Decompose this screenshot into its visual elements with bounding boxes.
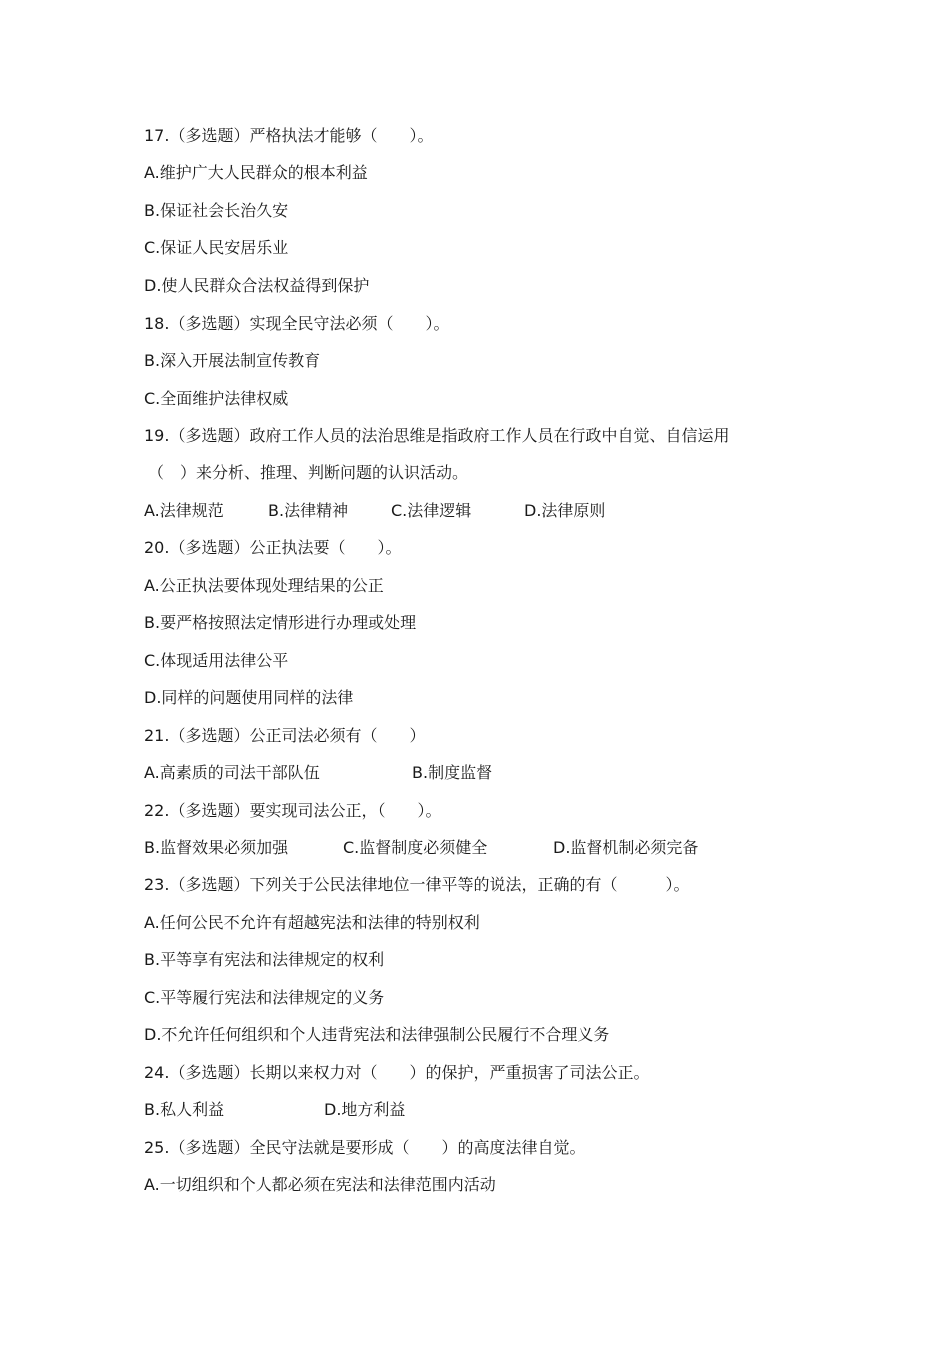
question-19-stem-continued: （ ）来分析、推理、判断问题的认识活动。	[148, 463, 469, 482]
question-18-stem: 18.（多选题）实现全民守法必须（ ）。	[144, 314, 450, 333]
question-23-option-a: A.任何公民不允许有超越宪法和法律的特别权利	[144, 913, 480, 932]
question-20-option-a: A.公正执法要体现处理结果的公正	[144, 576, 384, 595]
question-22-stem: 22.（多选题）要实现司法公正，（ ）。	[144, 801, 442, 820]
question-21-option-b: B.制度监督	[412, 763, 493, 782]
question-21-option-a: A.高素质的司法干部队伍	[144, 763, 320, 782]
question-20-option-c: C.体现适用法律公平	[144, 651, 289, 670]
question-25-option-a: A.一切组织和个人都必须在宪法和法律范围内活动	[144, 1175, 496, 1194]
question-22-option-b: B.监督效果必须加强	[144, 838, 289, 857]
question-22-option-c: C.监督制度必须健全	[343, 838, 488, 857]
question-21-stem: 21.（多选题）公正司法必须有（ ）	[144, 726, 426, 745]
question-24-stem: 24.（多选题）长期以来权力对（ ）的保护，严重损害了司法公正。	[144, 1063, 650, 1082]
question-20-stem: 20.（多选题）公正执法要（ ）。	[144, 538, 402, 557]
question-23-option-c: C.平等履行宪法和法律规定的义务	[144, 988, 385, 1007]
question-19-option-a: A.法律规范	[144, 501, 224, 520]
question-24-option-b: B.私人利益	[144, 1100, 225, 1119]
question-17-option-b: B.保证社会长治久安	[144, 201, 289, 220]
question-18-option-b: B.深入开展法制宣传教育	[144, 351, 321, 370]
question-17-stem: 17.（多选题）严格执法才能够（ ）。	[144, 126, 434, 145]
question-23-option-d: D.不允许任何组织和个人违背宪法和法律强制公民履行不合理义务	[144, 1025, 610, 1044]
question-22-option-d: D.监督机制必须完备	[553, 838, 699, 857]
question-23-option-b: B.平等享有宪法和法律规定的权利	[144, 950, 385, 969]
question-23-stem: 23.（多选题）下列关于公民法律地位一律平等的说法，正确的有（ ）。	[144, 875, 690, 894]
question-20-option-b: B.要严格按照法定情形进行办理或处理	[144, 613, 417, 632]
question-19-option-b: B.法律精神	[268, 501, 349, 520]
question-19-option-c: C.法律逻辑	[391, 501, 472, 520]
question-17-option-c: C.保证人民安居乐业	[144, 238, 289, 257]
question-19-option-d: D.法律原则	[524, 501, 606, 520]
question-20-option-d: D.同样的问题使用同样的法律	[144, 688, 354, 707]
question-18-option-c: C.全面维护法律权威	[144, 389, 289, 408]
question-25-stem: 25.（多选题）全民守法就是要形成（ ）的高度法律自觉。	[144, 1138, 586, 1157]
question-17-option-d: D.使人民群众合法权益得到保护	[144, 276, 370, 295]
question-24-option-d: D.地方利益	[324, 1100, 406, 1119]
question-17-option-a: A.维护广大人民群众的根本利益	[144, 163, 368, 182]
question-19-stem: 19.（多选题）政府工作人员的法治思维是指政府工作人员在行政中自觉、自信运用	[144, 426, 730, 445]
